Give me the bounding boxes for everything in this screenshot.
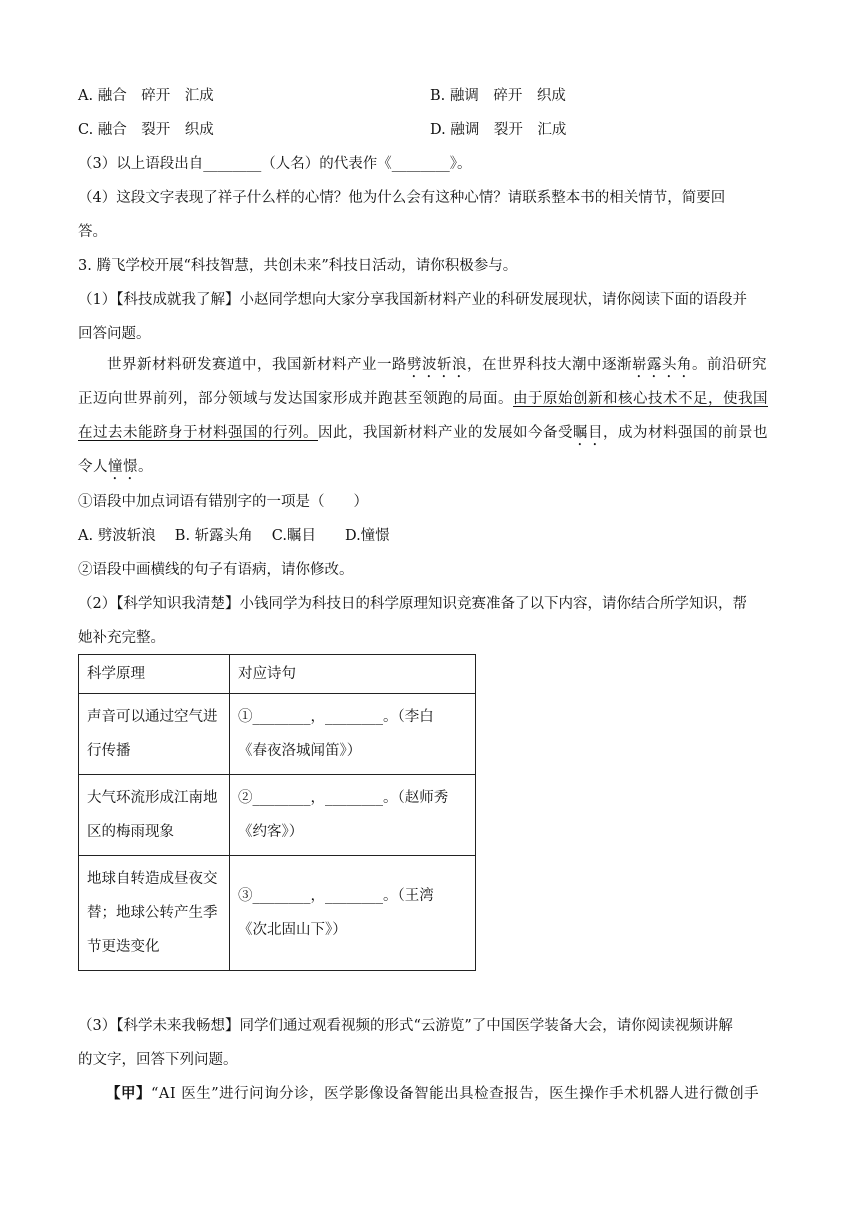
science-table [78, 654, 476, 971]
underlined-sentence: 由于原始创新和核心技术不足，使我国在过去未能跻身于材料强国的行列。 [78, 391, 768, 441]
table-header: 对应诗句 [230, 655, 476, 694]
part-1-line1: （1）【科技成就我了解】小赵同学想向大家分享我国新材料产业的科研发展现状，请你阅读下面的语段并 [78, 292, 747, 308]
sub-question-1: ①语段中加点词语有错别字的一项是（ ） [78, 494, 368, 510]
question-4-line1: （4）这段文字表现了祥子什么样的心情？他为什么会有这种心情？请联系整本书的相关情节，简要回 [78, 190, 726, 206]
part-1-line2: 回答问题。 [78, 326, 151, 342]
passage-text: ，成为材料强国的前景也令人 [78, 425, 768, 475]
passage-text: 。 [138, 459, 153, 475]
part-2-line2: 她补充完整。 [78, 630, 165, 646]
poem-line: ③________，________。（王湾 [238, 888, 434, 904]
passage [78, 348, 778, 484]
option-d: D. 融调 裂开 汇成 [430, 122, 567, 138]
poem-source: 《次北固山下》） [238, 922, 347, 938]
part-3-line2: 的文字，回答下列问题。 [78, 1052, 238, 1068]
poem-source: 《约客》） [238, 824, 304, 840]
question-4-line2: 答。 [78, 224, 107, 240]
passage-jia [106, 1084, 759, 1104]
poem-cell [230, 856, 476, 971]
option-c: C. 融合 裂开 织成 [78, 122, 214, 138]
part-2-line1: （2）【科学知识我清楚】小钱同学为科技日的科学原理知识竞赛准备了以下内容，请你结合所学知识，帮 [78, 596, 747, 612]
jia-label: 【甲】 [106, 1085, 151, 1102]
table-header-row [79, 655, 476, 694]
dotted-word: 瞩目 [573, 425, 603, 441]
part-3-line1: （3）【科学未来我畅想】同学们通过观看视频的形式“云游览”了中国医学装备大会，请你阅读视频讲解 [78, 1018, 733, 1034]
poem-source: 《春夜洛城闻笛》） [238, 743, 362, 759]
dotted-word: 崭露头角 [632, 357, 692, 373]
poem-line: ①________，________。（李白 [238, 709, 434, 725]
item-3-title: 3. 腾飞学校开展“科技智慧，共创未来”科技日活动，请你积极参与。 [78, 258, 518, 274]
table-row [79, 775, 476, 856]
dotted-word: 劈波斩浪 [407, 357, 467, 373]
sub-question-1-options: A. 劈波斩浪 B. 斩露头角 C.瞩目 D.憧憬 [78, 528, 390, 544]
table-row [79, 856, 476, 971]
poem-line: ②________，________。（赵师秀 [238, 790, 449, 806]
dotted-word: 憧憬 [108, 459, 138, 475]
passage-text: ，在世界科技大潮中逐渐 [467, 357, 632, 373]
principle-cell: 声音可以通过空气进行传播 [79, 694, 230, 775]
passage-text: 世界新材料研发赛道中，我国新材料产业一路 [107, 357, 407, 373]
poem-cell [230, 775, 476, 856]
table-row [79, 694, 476, 775]
option-a: A. 融合 碎开 汇成 [78, 88, 214, 104]
principle-cell: 地球自转造成昼夜交替；地球公转产生季节更迭变化 [79, 856, 230, 971]
table-header: 科学原理 [79, 655, 230, 694]
sub-question-2: ②语段中画横线的句子有语病，请你修改。 [78, 562, 354, 578]
principle-cell: 大气环流形成江南地区的梅雨现象 [79, 775, 230, 856]
option-b: B. 融调 碎开 织成 [430, 88, 566, 104]
jia-text: “AI 医生”进行问询分诊，医学影像设备智能出具检查报告，医生操作手术机器人进行微创手 [151, 1086, 760, 1102]
poem-cell [230, 694, 476, 775]
passage-text: 因此，我国新材料产业的发展如今备受 [318, 425, 573, 441]
passage-text: 。前沿研究正迈向世界前列，部分领域与发达国家形成并跑甚至领跑的局面。 [78, 357, 767, 407]
question-3-line: （3）以上语段出自________（人名）的代表作《________》。 [78, 156, 472, 172]
